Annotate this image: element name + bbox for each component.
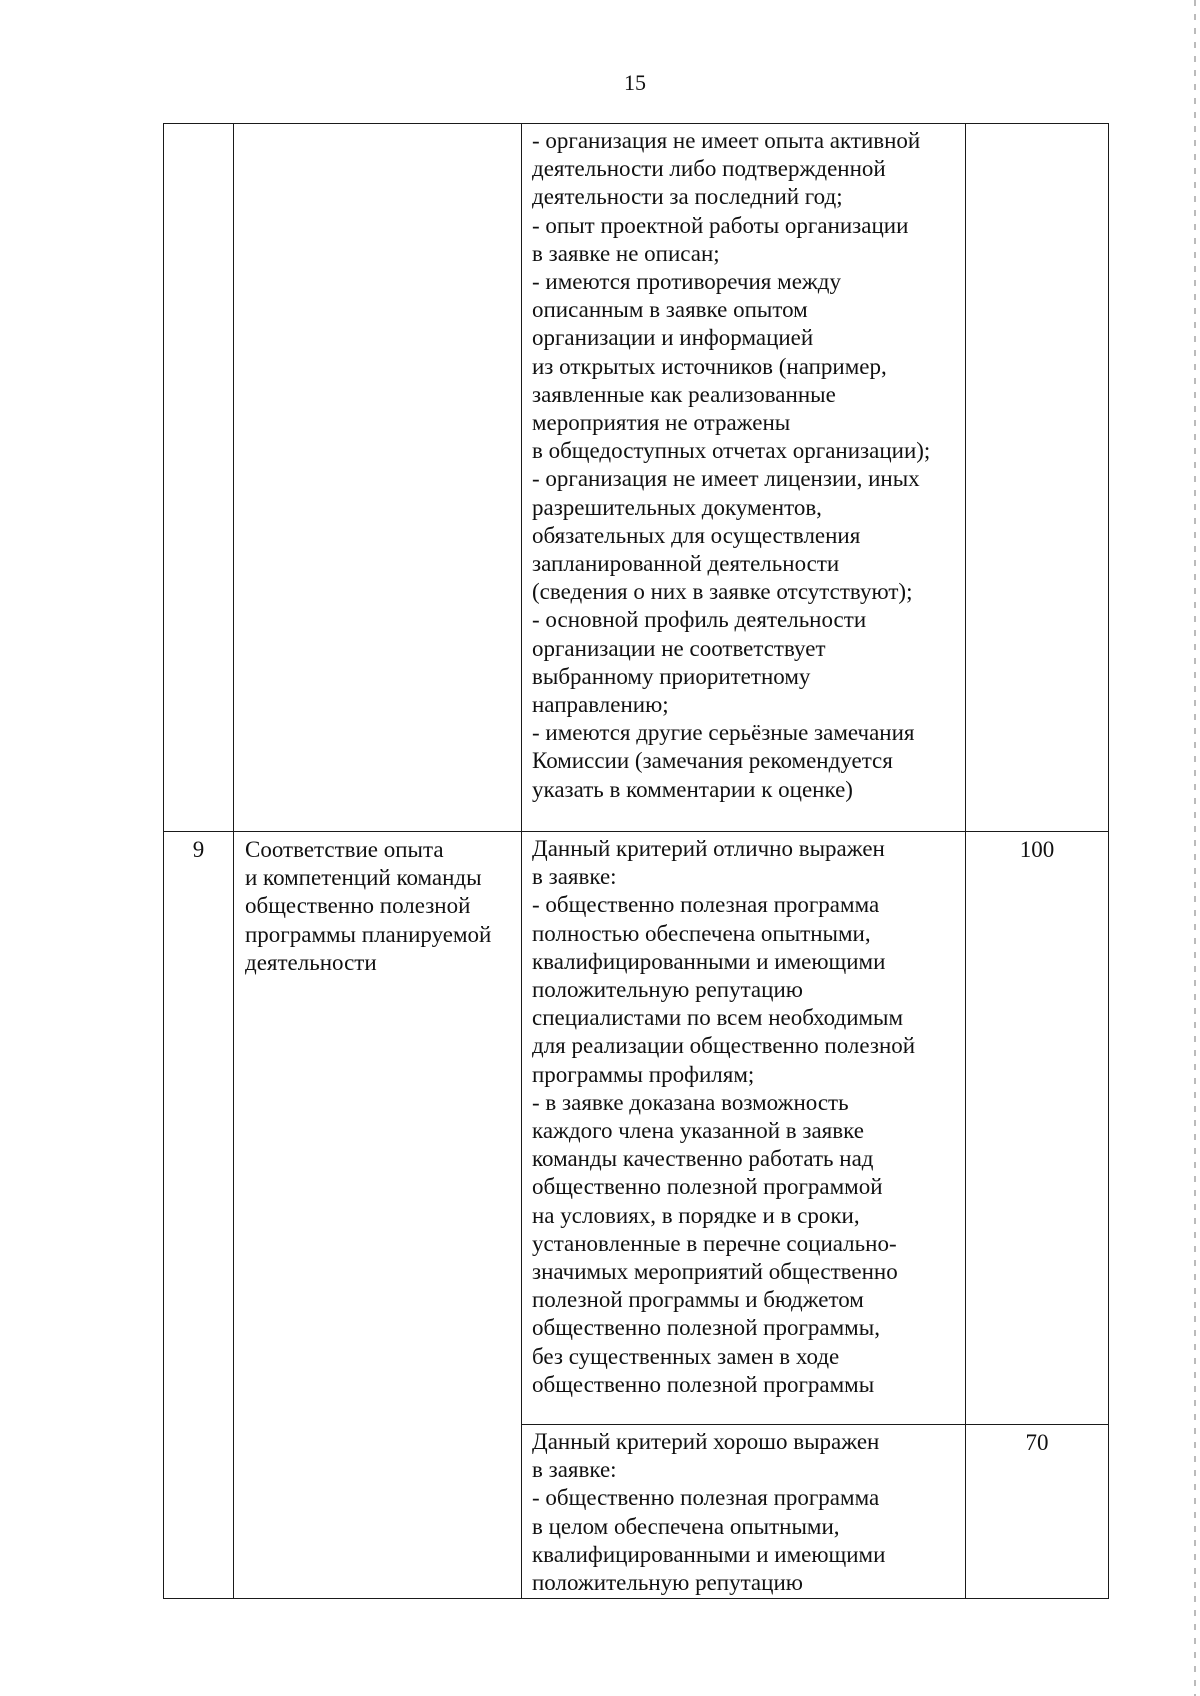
evaluation-criteria-table — [163, 123, 1109, 1599]
scan-edge-artifact — [1194, 0, 1196, 1696]
score-cell — [966, 124, 1109, 832]
page-number: 15 — [624, 70, 646, 95]
table-row-criterion-9 — [164, 832, 1109, 1425]
row-number-cell — [164, 124, 234, 832]
criterion-name-cell: Соответствие опыта и компетенций команды общественно полезной программы планируемой деятельности — [234, 832, 522, 1599]
table-row-continuation — [164, 124, 1109, 832]
criterion-description-excellent: Данный критерий отлично выражен в заявке: - общественно полезная программа полностью обеспечена опытными, квалифицированными и имеющими положительную репутацию специалистами по всем необходимым для реализации общественно полезной программы профилям; - в заявке доказана возможность каждого члена указанной в заявке команды качественно работать над общественно полезной программой на условиях, в порядке и в сроки, установленные в перечне социально- значимых мероприятий общественно полезной программы и бюджетом общественно полезной программы, без существенных замен в ходе общественно полезной программы — [522, 832, 966, 1425]
criterion-description-good: Данный критерий хорошо выражен в заявке: - общественно полезная программа в целом обеспечена опытными, квалифицированными и имеющими положительную репутацию — [522, 1425, 966, 1599]
score-excellent: 100 — [966, 832, 1109, 1425]
criterion-description-cell: - организация не имеет опыта активной деятельности либо подтвержденной деятельности за последний год; - опыт проектной работы организации в заявке не описан; - имеются противоречия между описанным в заявке опытом организации и информацией из открытых источников (например, заявленные как реализованные мероприятия не отражены в общедоступных отчетах организации); - организация не имеет лицензии, иных разрешительных документов, обязательных для осуществления запланированной деятельности (сведения о них в заявке отсутствуют); - основной профиль деятельности организации не соответствует выбранному приоритетному направлению; - имеются другие серьёзные замечания Комиссии (замечания рекомендуется указать в комментарии к оценке) — [522, 124, 966, 832]
criterion-name-cell — [234, 124, 522, 832]
score-good: 70 — [966, 1425, 1109, 1599]
row-number-cell: 9 — [164, 832, 234, 1599]
